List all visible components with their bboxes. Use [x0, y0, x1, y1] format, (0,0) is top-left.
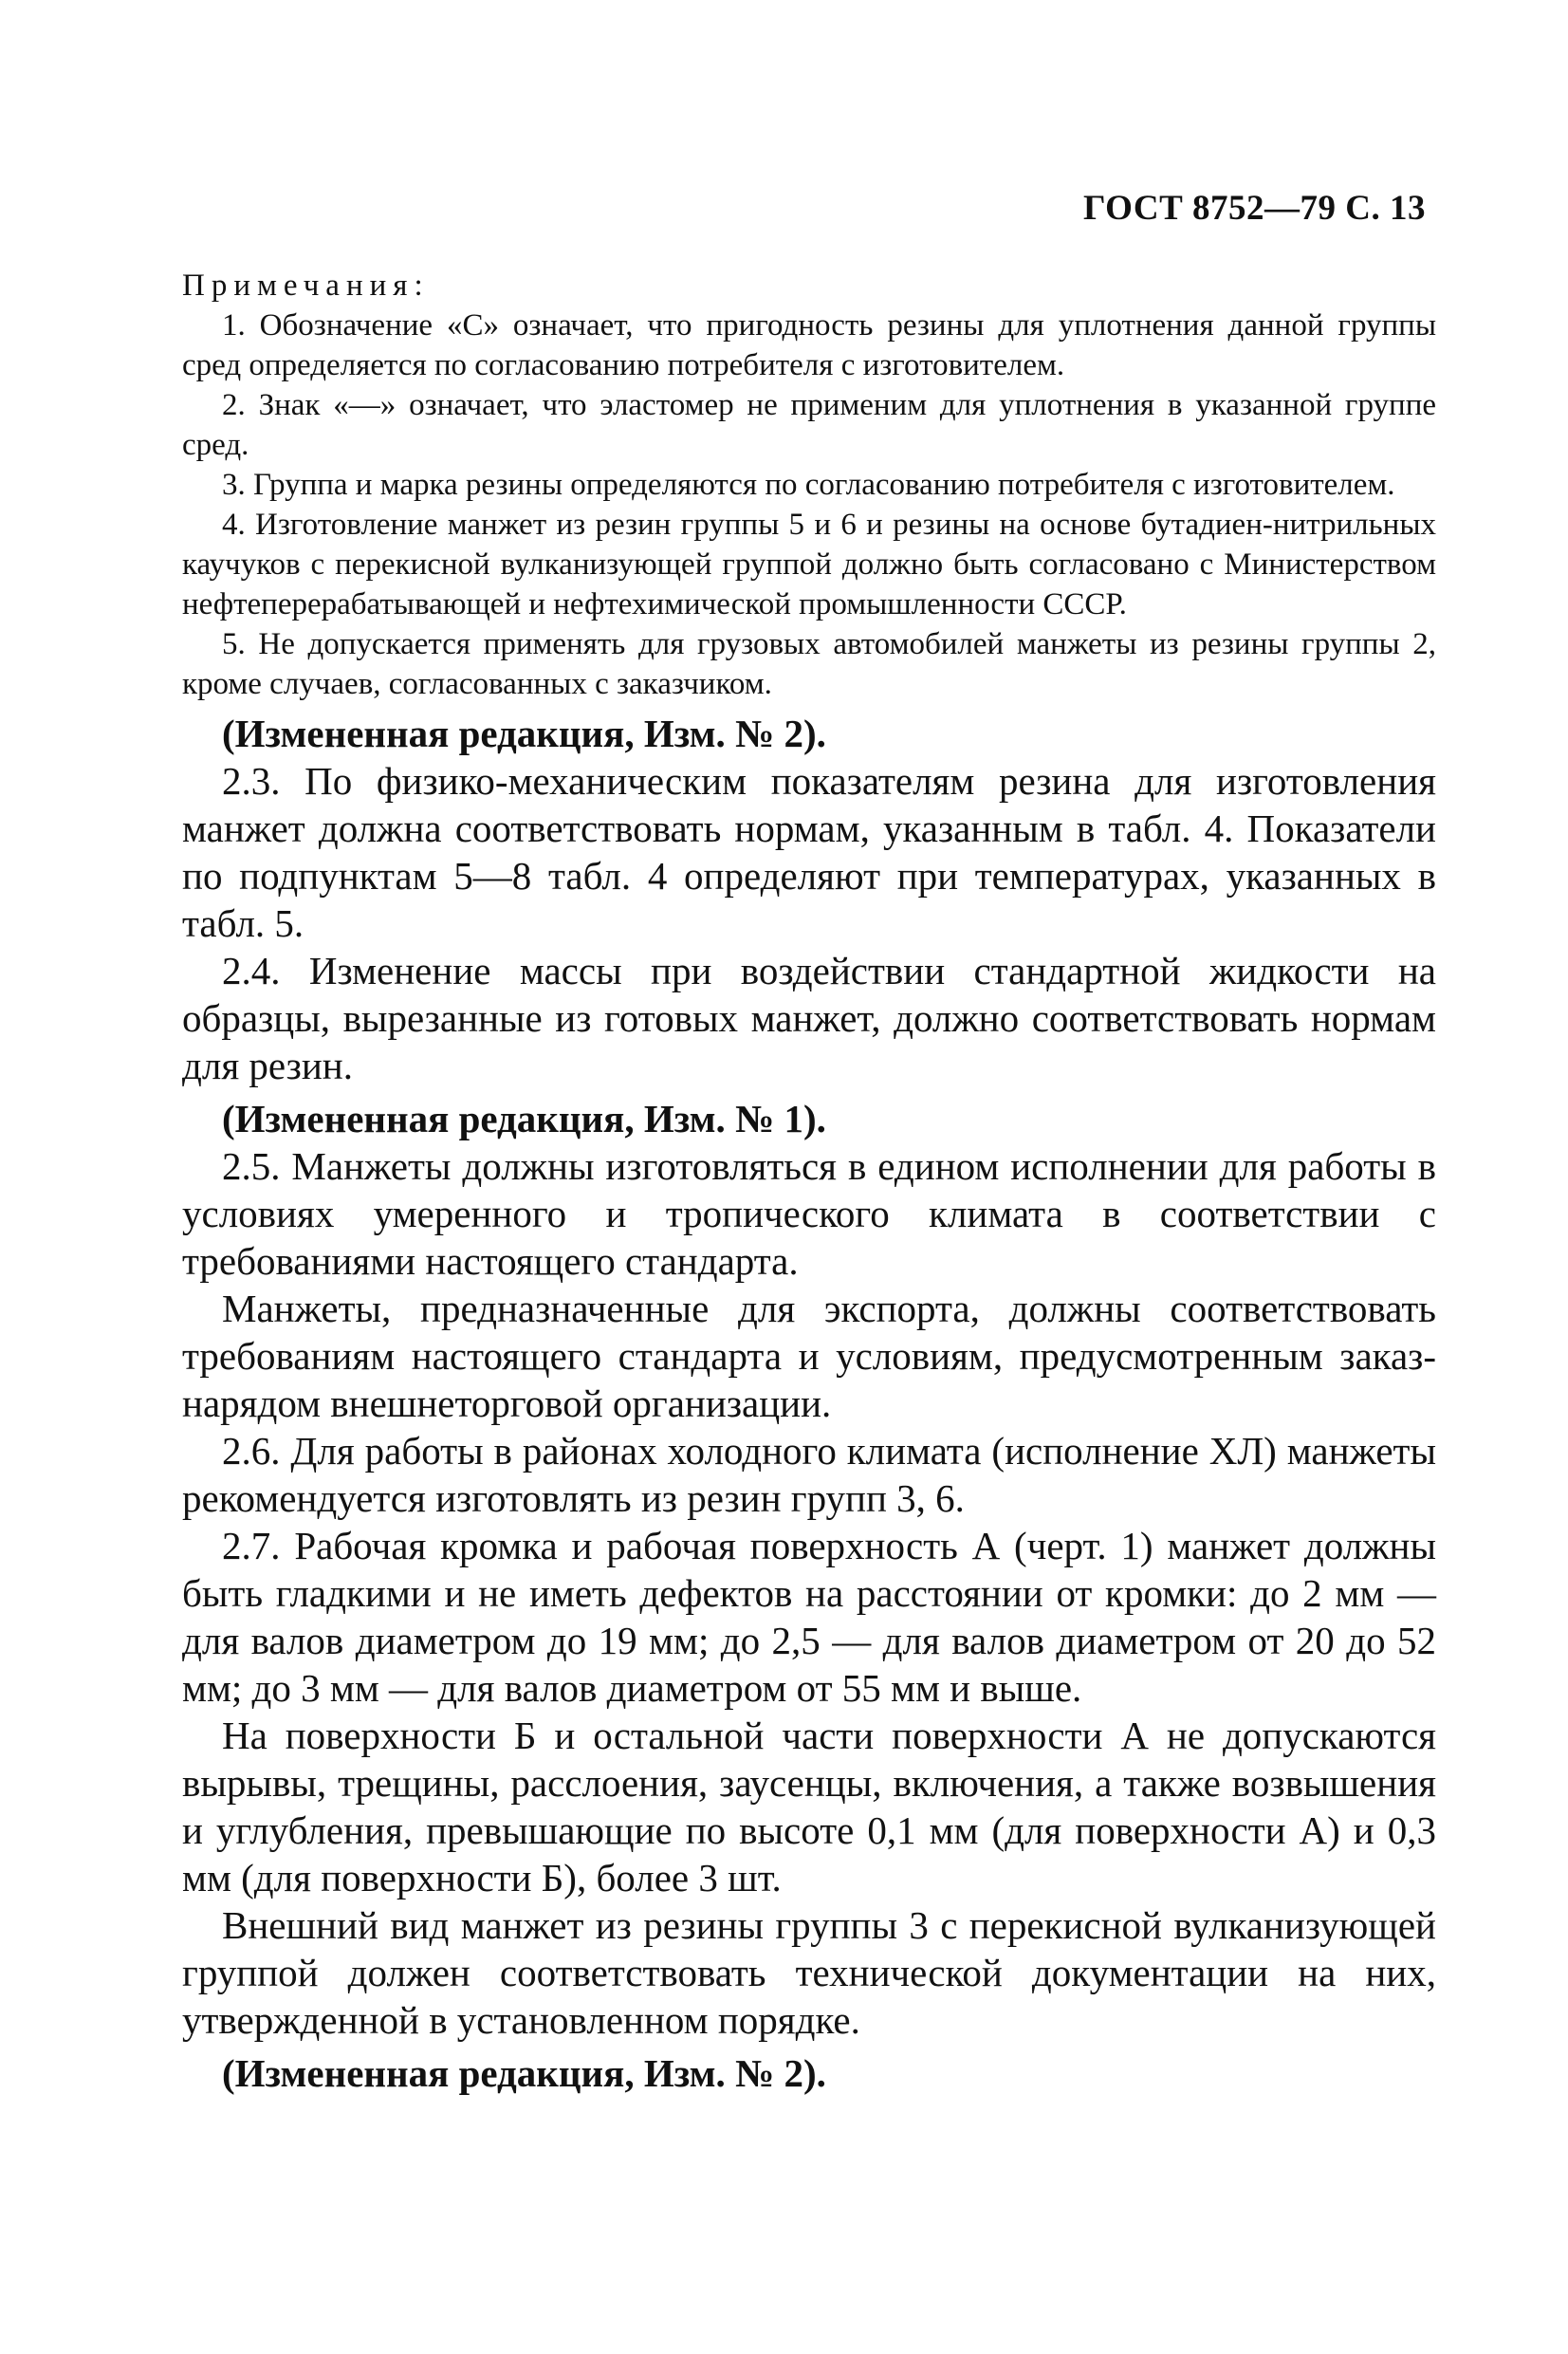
amendment-note: (Измененная редакция, Изм. № 2).: [222, 712, 826, 755]
paragraph-2-7: 2.7. Рабочая кромка и рабочая поверхность А (черт. 1) манжет должны быть гладкими и не иметь дефектов на расстоянии от кромки: до 2 мм — для валов диаметром до 19 мм; до 2,5 — для валов диаметром от 20 до 52 мм; до 3 мм — для валов диаметром от 55 мм и выше.: [182, 1524, 1436, 1710]
page-content: [182, 266, 1436, 2097]
paragraph-2-4: 2.4. Изменение массы при воздействии стандартной жидкости на образцы, вырезанные из готовых манжет, должно соответствовать нормам для резин.: [182, 949, 1436, 1087]
paragraph-2-5-export: Манжеты, предназначенные для экспорта, должны соответствовать требованиям настоящего стандарта и условиям, предусмотренным заказ-нарядом внешнеторговой организации.: [182, 1287, 1436, 1425]
amendment-note: (Измененная редакция, Изм. № 1).: [222, 1097, 826, 1140]
paragraph-2-5: 2.5. Манжеты должны изготовляться в едином исполнении для работы в условиях умеренного и тропического климата в соответствии с требованиями настоящего стандарта.: [182, 1144, 1436, 1283]
notes-section: [182, 266, 1436, 704]
paragraph-2-7-appearance: Внешний вид манжет из резины группы 3 с перекисной вулканизующей группой должен соответствовать технической документации на них, утвержденной в установленном порядке.: [182, 1903, 1436, 2042]
note-item: 2. Знак «—» означает, что эластомер не применим для уплотнения в указанной группе сред.: [182, 388, 1436, 462]
note-item: 1. Обозначение «С» означает, что пригодность резины для уплотнения данной группы сред определяется по согласованию потребителя с изготовителем.: [182, 308, 1436, 382]
note-item: 4. Изготовление манжет из резин группы 5 и 6 и резины на основе бутадиен-нитрильных каучуков с перекисной вулканизующей группой должно быть согласовано с Министерством нефтеперерабатывающей и нефтехимической промышленности СССР.: [182, 508, 1436, 621]
notes-title: Примечания:: [182, 269, 430, 303]
amendment-note: (Измененная редакция, Изм. № 2).: [222, 2051, 826, 2095]
paragraph-2-7-surface: На поверхности Б и остальной части поверхности А не допускаются вырывы, трещины, расслоения, заусенцы, включения, а также возвышения и углубления, превышающие по высоте 0,1 мм (для поверхности А) и 0,3 мм (для поверхности Б), более 3 шт.: [182, 1714, 1436, 1900]
body-section: [182, 710, 1436, 2097]
note-item: 5. Не допускается применять для грузовых автомобилей манжеты из резины группы 2, кроме случаев, согласованных с заказчиком.: [182, 627, 1436, 701]
paragraph-2-6: 2.6. Для работы в районах холодного климата (исполнение ХЛ) манжеты рекомендуется изготовлять из резин групп 3, 6.: [182, 1429, 1436, 1520]
note-item: 3. Группа и марка резины определяются по согласованию потребителя с изготовителем.: [222, 468, 1395, 502]
running-header: ГОСТ 8752—79 С. 13: [1083, 189, 1426, 228]
paragraph-2-3: 2.3. По физико-механическим показателям резина для изготовления манжет должна соответствовать нормам, указанным в табл. 4. Показатели по подпунктам 5—8 табл. 4 определяют при температурах, указанных в табл. 5.: [182, 759, 1436, 945]
